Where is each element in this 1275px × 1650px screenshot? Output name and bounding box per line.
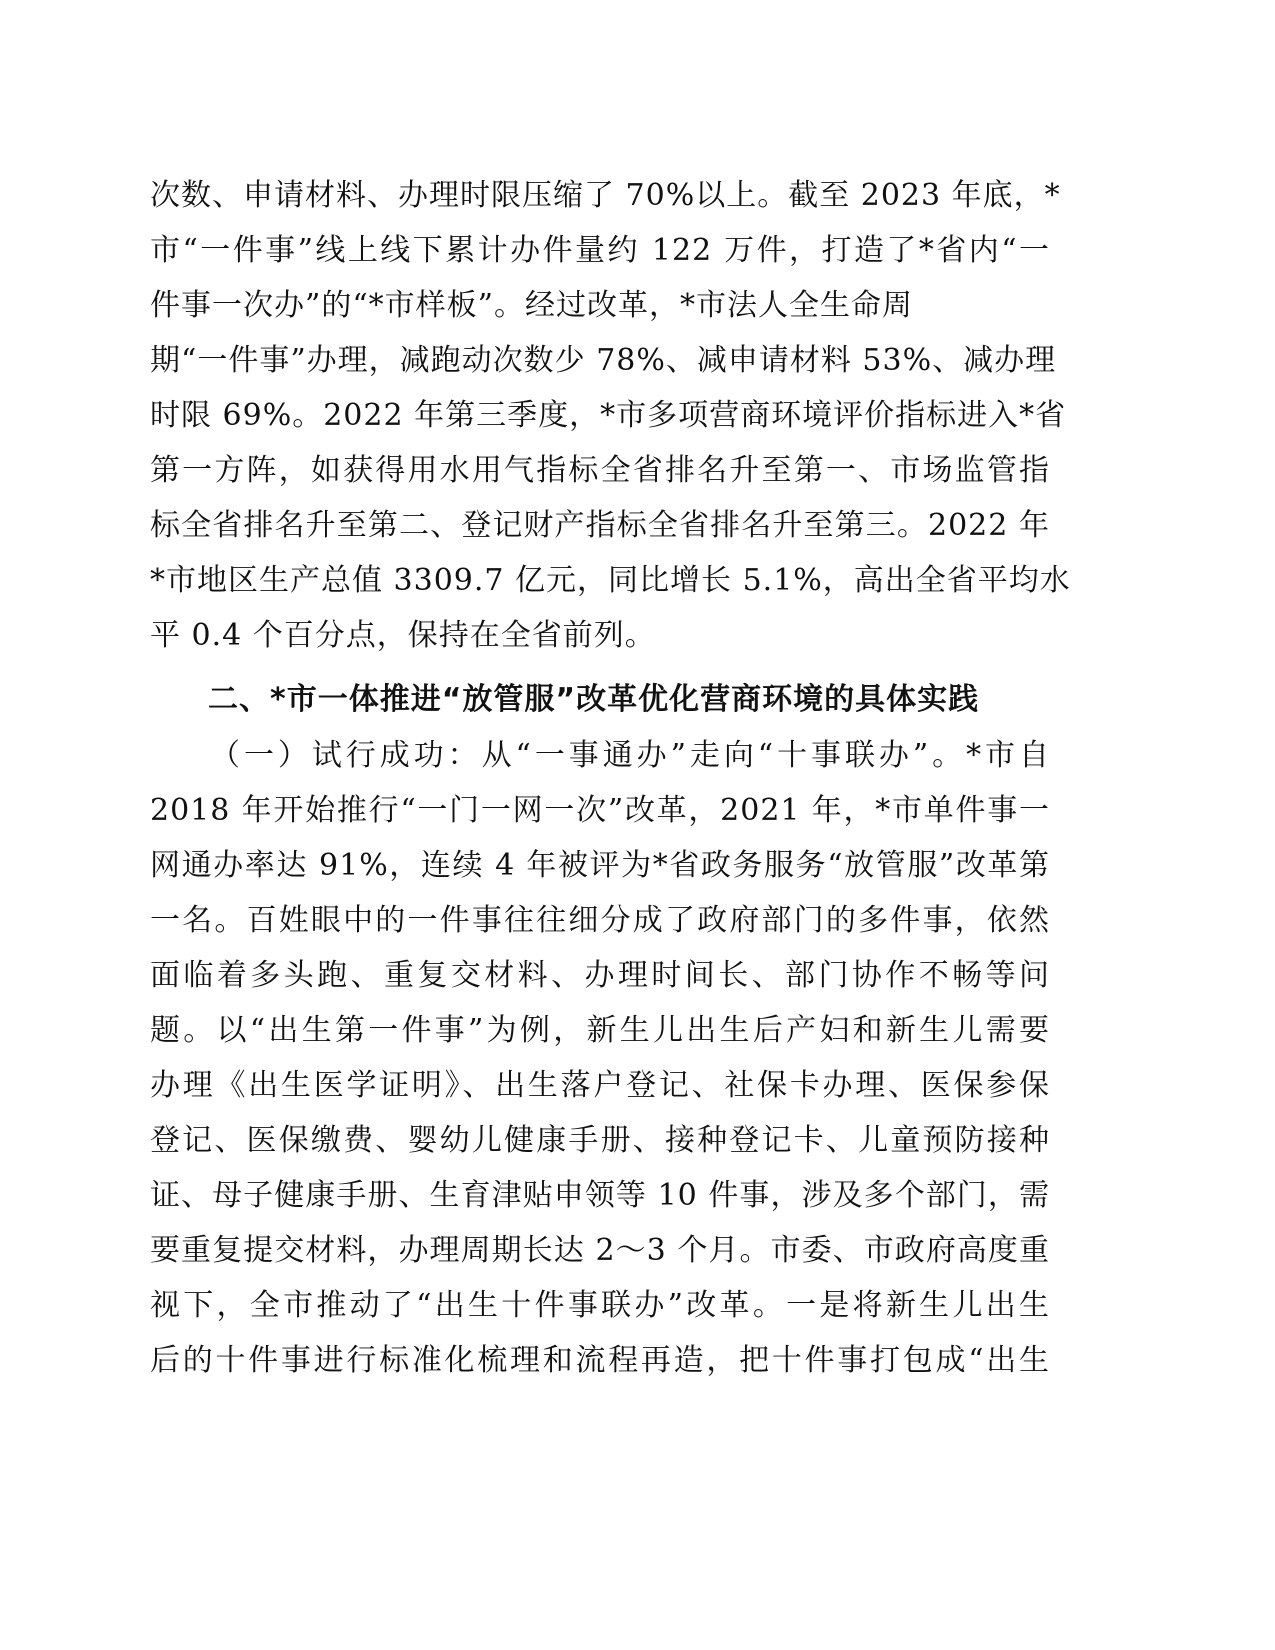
- paragraph-2-line-1: （一）试行成功：从“一事通办”走向“十事联办”。*市自: [210, 738, 1050, 773]
- paragraph-2-line-12: 后的十件事进行标准化梳理和流程再造，把十件事打包成“出生: [150, 1343, 1050, 1378]
- paragraph-2-line-6: 题。以“出生第一件事”为例，新生儿出生后产妇和新生儿需要: [150, 1013, 1050, 1048]
- paragraph-2-line-3: 网通办率达 91%，连续 4 年被评为*省政务服务“放管服”改革第: [150, 848, 1050, 883]
- paragraph-1-line-7: 标全省排名升至第二、登记财产指标全省排名升至第三。2022 年: [150, 508, 1050, 543]
- paragraph-2-line-9: 证、母子健康手册、生育津贴申领等 10 件事，涉及多个部门，需: [150, 1178, 1050, 1213]
- paragraph-1-line-8: *市地区生产总值 3309.7 亿元，同比增长 5.1%，高出全省平均水: [150, 563, 1071, 598]
- paragraph-2-line-5: 面临着多头跑、重复交材料、办理时间长、部门协作不畅等问: [150, 958, 1050, 993]
- paragraph-2-line-7: 办理《出生医学证明》、出生落户登记、社保卡办理、医保参保: [150, 1068, 1050, 1103]
- paragraph-1-line-1: 次数、申请材料、办理时限压缩了 70%以上。截至 2023 年底，*: [150, 178, 1061, 213]
- paragraph-2-line-11: 视下，全市推动了“出生十件事联办”改革。一是将新生儿出生: [150, 1288, 1050, 1323]
- paragraph-1-line-4: 期“一件事”办理，减跑动次数少 78%、减申请材料 53%、减办理: [150, 343, 1057, 378]
- paragraph-2-line-4: 一名。百姓眼中的一件事往往细分成了政府部门的多件事，依然: [150, 903, 1050, 938]
- paragraph-1-line-6: 第一方阵，如获得用水用气指标全省排名升至第一、市场监管指: [150, 453, 1050, 488]
- paragraph-1-line-2: 市“一件事”线上线下累计办件量约 122 万件，打造了*省内“一: [150, 233, 1050, 268]
- paragraph-2-line-10: 要重复提交材料，办理周期长达 2～3 个月。市委、市政府高度重: [150, 1233, 1050, 1268]
- paragraph-2-line-8: 登记、医保缴费、婴幼儿健康手册、接种登记卡、儿童预防接种: [150, 1123, 1050, 1158]
- section-heading: 二、*市一体推进“放管服”改革优化营商环境的具体实践: [208, 682, 980, 717]
- paragraph-1-line-3: 件事一次办”的“*市样板”。经过改革，*市法人全生命周: [150, 288, 914, 323]
- paragraph-1-line-9: 平 0.4 个百分点，保持在全省前列。: [150, 618, 656, 653]
- paragraph-1-line-5: 时限 69%。2022 年第三季度，*市多项营商环境评价指标进入*省: [150, 398, 1067, 433]
- paragraph-2-line-2: 2018 年开始推行“一门一网一次”改革，2021 年，*市单件事一: [150, 793, 1050, 828]
